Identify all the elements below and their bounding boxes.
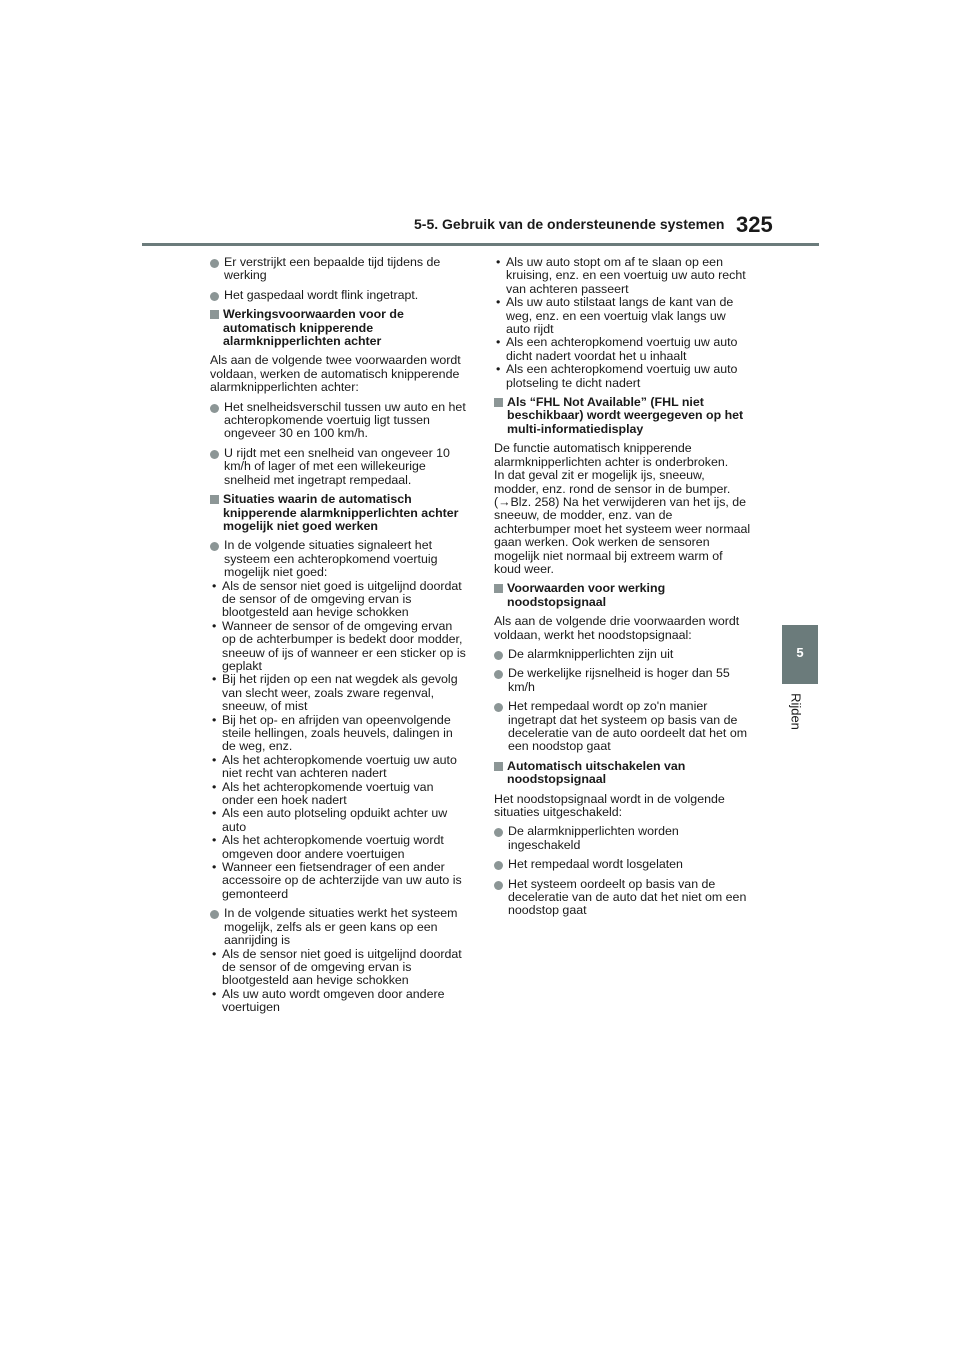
list-item: • Als de sensor niet goed is uitgelijnd doordat de sensor of de omgeving ervan is blootgesteld aan hevige schokken bbox=[210, 948, 468, 988]
section-title: 5-5. Gebruik van de ondersteunende systemen bbox=[414, 216, 725, 232]
paragraph: De functie automatisch knipperende alarmknipperlichten achter is onderbroken. In dat geval zit er mogelijk ijs, sneeuw, modder, enz. rond de sensor in de bumper. (→Blz. 258) Na het verwijderen van het ijs, de sneeuw, de modder, enz. van de achterbumper moet het systeem weer normaal gaan werken. Ook werken de sensoren mogelijk niet normaal bij extreem warm of koud weer. bbox=[494, 441, 751, 576]
left-column bbox=[210, 256, 468, 1021]
heading-square-icon bbox=[210, 310, 219, 319]
bullet-item: Er verstrijkt een bepaalde tijd tijdens de werking bbox=[210, 256, 468, 283]
section-heading: Als “FHL Not Available” (FHL niet beschikbaar) wordt weergegeven op het multi-informatiedisplay bbox=[494, 396, 752, 436]
paragraph: Het noodstopsignaal wordt in de volgende situaties uitgeschakeld: bbox=[494, 791, 725, 820]
bullet-item: In de volgende situaties werkt het systeem mogelijk, zelfs als er geen kans op een aanrijding is bbox=[210, 907, 468, 947]
bullet-group bbox=[210, 907, 468, 1014]
list-item: • Als het achteropkomende voertuig uw auto niet recht van achteren nadert bbox=[210, 754, 468, 781]
bullet-dot-icon bbox=[494, 651, 503, 660]
bullet-group bbox=[210, 539, 468, 901]
bullet-dot-icon bbox=[494, 703, 503, 712]
list-item: • Bij het rijden op een nat wegdek als gevolg van slecht weer, zoals zware regenval, sneeuw, of mist bbox=[210, 673, 468, 713]
paragraph: Als aan de volgende drie voorwaarden wordt voldaan, werkt het noodstopsignaal: bbox=[494, 614, 740, 642]
bullet-item: De alarmknipperlichten zijn uit bbox=[494, 648, 752, 661]
list-item: • Wanneer een fietsendrager of een ander accessoire op de achterzijde van uw auto is gemonteerd bbox=[210, 861, 468, 901]
bullet-dot-icon bbox=[210, 259, 219, 268]
bullet-item: In de volgende situaties signaleert het systeem een achteropkomend voertuig mogelijk niet goed: bbox=[210, 539, 468, 579]
list-item: • Als het achteropkomende voertuig van onder een hoek nadert bbox=[210, 781, 468, 808]
bullet-group bbox=[494, 256, 752, 390]
bullet-dot-icon bbox=[494, 670, 503, 679]
list-item: • Als uw auto stilstaat langs de kant van de weg, enz. en een voertuig vlak langs uw auto rijdt bbox=[494, 296, 752, 336]
bullet-dot-icon bbox=[210, 404, 219, 413]
bullet-item: Het systeem oordeelt op basis van de deceleratie van de auto dat het niet om een noodstop gaat bbox=[494, 878, 752, 918]
list-item: • Als uw auto wordt omgeven door andere voertuigen bbox=[210, 988, 468, 1015]
chapter-label-text: Rijden bbox=[788, 693, 804, 730]
list-item: • Als het achteropkomende voertuig wordt omgeven door andere voertuigen bbox=[210, 834, 468, 861]
section-heading: Voorwaarden voor werking noodstopsignaal bbox=[494, 582, 752, 609]
list-item: • Als een achteropkomend voertuig uw auto dicht nadert voordat het u inhaalt bbox=[494, 336, 752, 363]
bullet-item: Het rempedaal wordt op zo'n manier ingetrapt dat het systeem op basis van de deceleratie van de auto oordeelt dat het om een noodstop gaat bbox=[494, 700, 752, 754]
list-item: • Als een achteropkomend voertuig uw auto plotseling te dicht nadert bbox=[494, 363, 752, 390]
heading-square-icon bbox=[494, 762, 503, 771]
bullet-item: Het snelheidsverschil tussen uw auto en het achteropkomende voertuig ligt tussen ongeveer 30 en 100 km/h. bbox=[210, 401, 468, 441]
bullet-item: De werkelijke rijsnelheid is hoger dan 55 km/h bbox=[494, 667, 752, 694]
sub-list bbox=[210, 948, 468, 1015]
bullet-item: U rijdt met een snelheid van ongeveer 10 km/h of lager of met een willekeurige snelheid met ingetrapt rempedaal. bbox=[210, 447, 468, 487]
header-rule bbox=[142, 243, 819, 246]
bullet-item: De alarmknipperlichten worden ingeschakeld bbox=[494, 825, 752, 852]
list-item: • Als uw auto stopt om af te slaan op een kruising, enz. en een voertuig uw auto recht van achteren passeert bbox=[494, 256, 752, 296]
bullet-dot-icon bbox=[210, 542, 219, 551]
list-item: • Als een auto plotseling opduikt achter uw auto bbox=[210, 807, 468, 834]
section-heading: Automatisch uitschakelen van noodstopsignaal bbox=[494, 760, 752, 787]
page-number: 325 bbox=[736, 212, 773, 237]
paragraph: Als aan de volgende twee voorwaarden wordt voldaan, werken de automatisch knipperende alarmknipperlichten achter: bbox=[210, 353, 461, 395]
bullet-item: Het gaspedaal wordt flink ingetrapt. bbox=[210, 289, 468, 302]
chapter-number: 5 bbox=[796, 645, 804, 660]
bullet-dot-icon bbox=[210, 292, 219, 301]
list-item: • Bij het op- en afrijden van opeenvolgende steile hellingen, zoals heuvels, dalingen in de weg, enz. bbox=[210, 714, 468, 754]
bullet-dot-icon bbox=[210, 450, 219, 459]
section-heading: Situaties waarin de automatisch knipperende alarmknipperlichten achter mogelijk niet goed werken bbox=[210, 493, 468, 533]
list-item: • Wanneer de sensor of de omgeving ervan op de achterbumper is bedekt door modder, sneeuw of ijs of wanneer er een sticker op is geplakt bbox=[210, 620, 468, 674]
sub-list bbox=[210, 580, 468, 902]
heading-square-icon bbox=[494, 584, 503, 593]
bullet-dot-icon bbox=[494, 881, 503, 890]
heading-square-icon bbox=[494, 398, 503, 407]
bullet-dot-icon bbox=[494, 828, 503, 837]
chapter-tab[interactable] bbox=[782, 625, 818, 684]
heading-square-icon bbox=[210, 495, 219, 504]
chapter-label bbox=[786, 690, 806, 740]
bullet-dot-icon bbox=[494, 861, 503, 870]
right-column bbox=[494, 256, 752, 924]
section-heading: Werkingsvoorwaarden voor de automatisch knipperende alarmknipperlichten achter bbox=[210, 308, 468, 348]
bullet-dot-icon bbox=[210, 910, 219, 919]
list-item: • Als de sensor niet goed is uitgelijnd doordat de sensor of de omgeving ervan is blootgesteld aan hevige schokken bbox=[210, 580, 468, 620]
bullet-item: Het rempedaal wordt losgelaten bbox=[494, 858, 752, 871]
sub-list bbox=[494, 256, 752, 390]
